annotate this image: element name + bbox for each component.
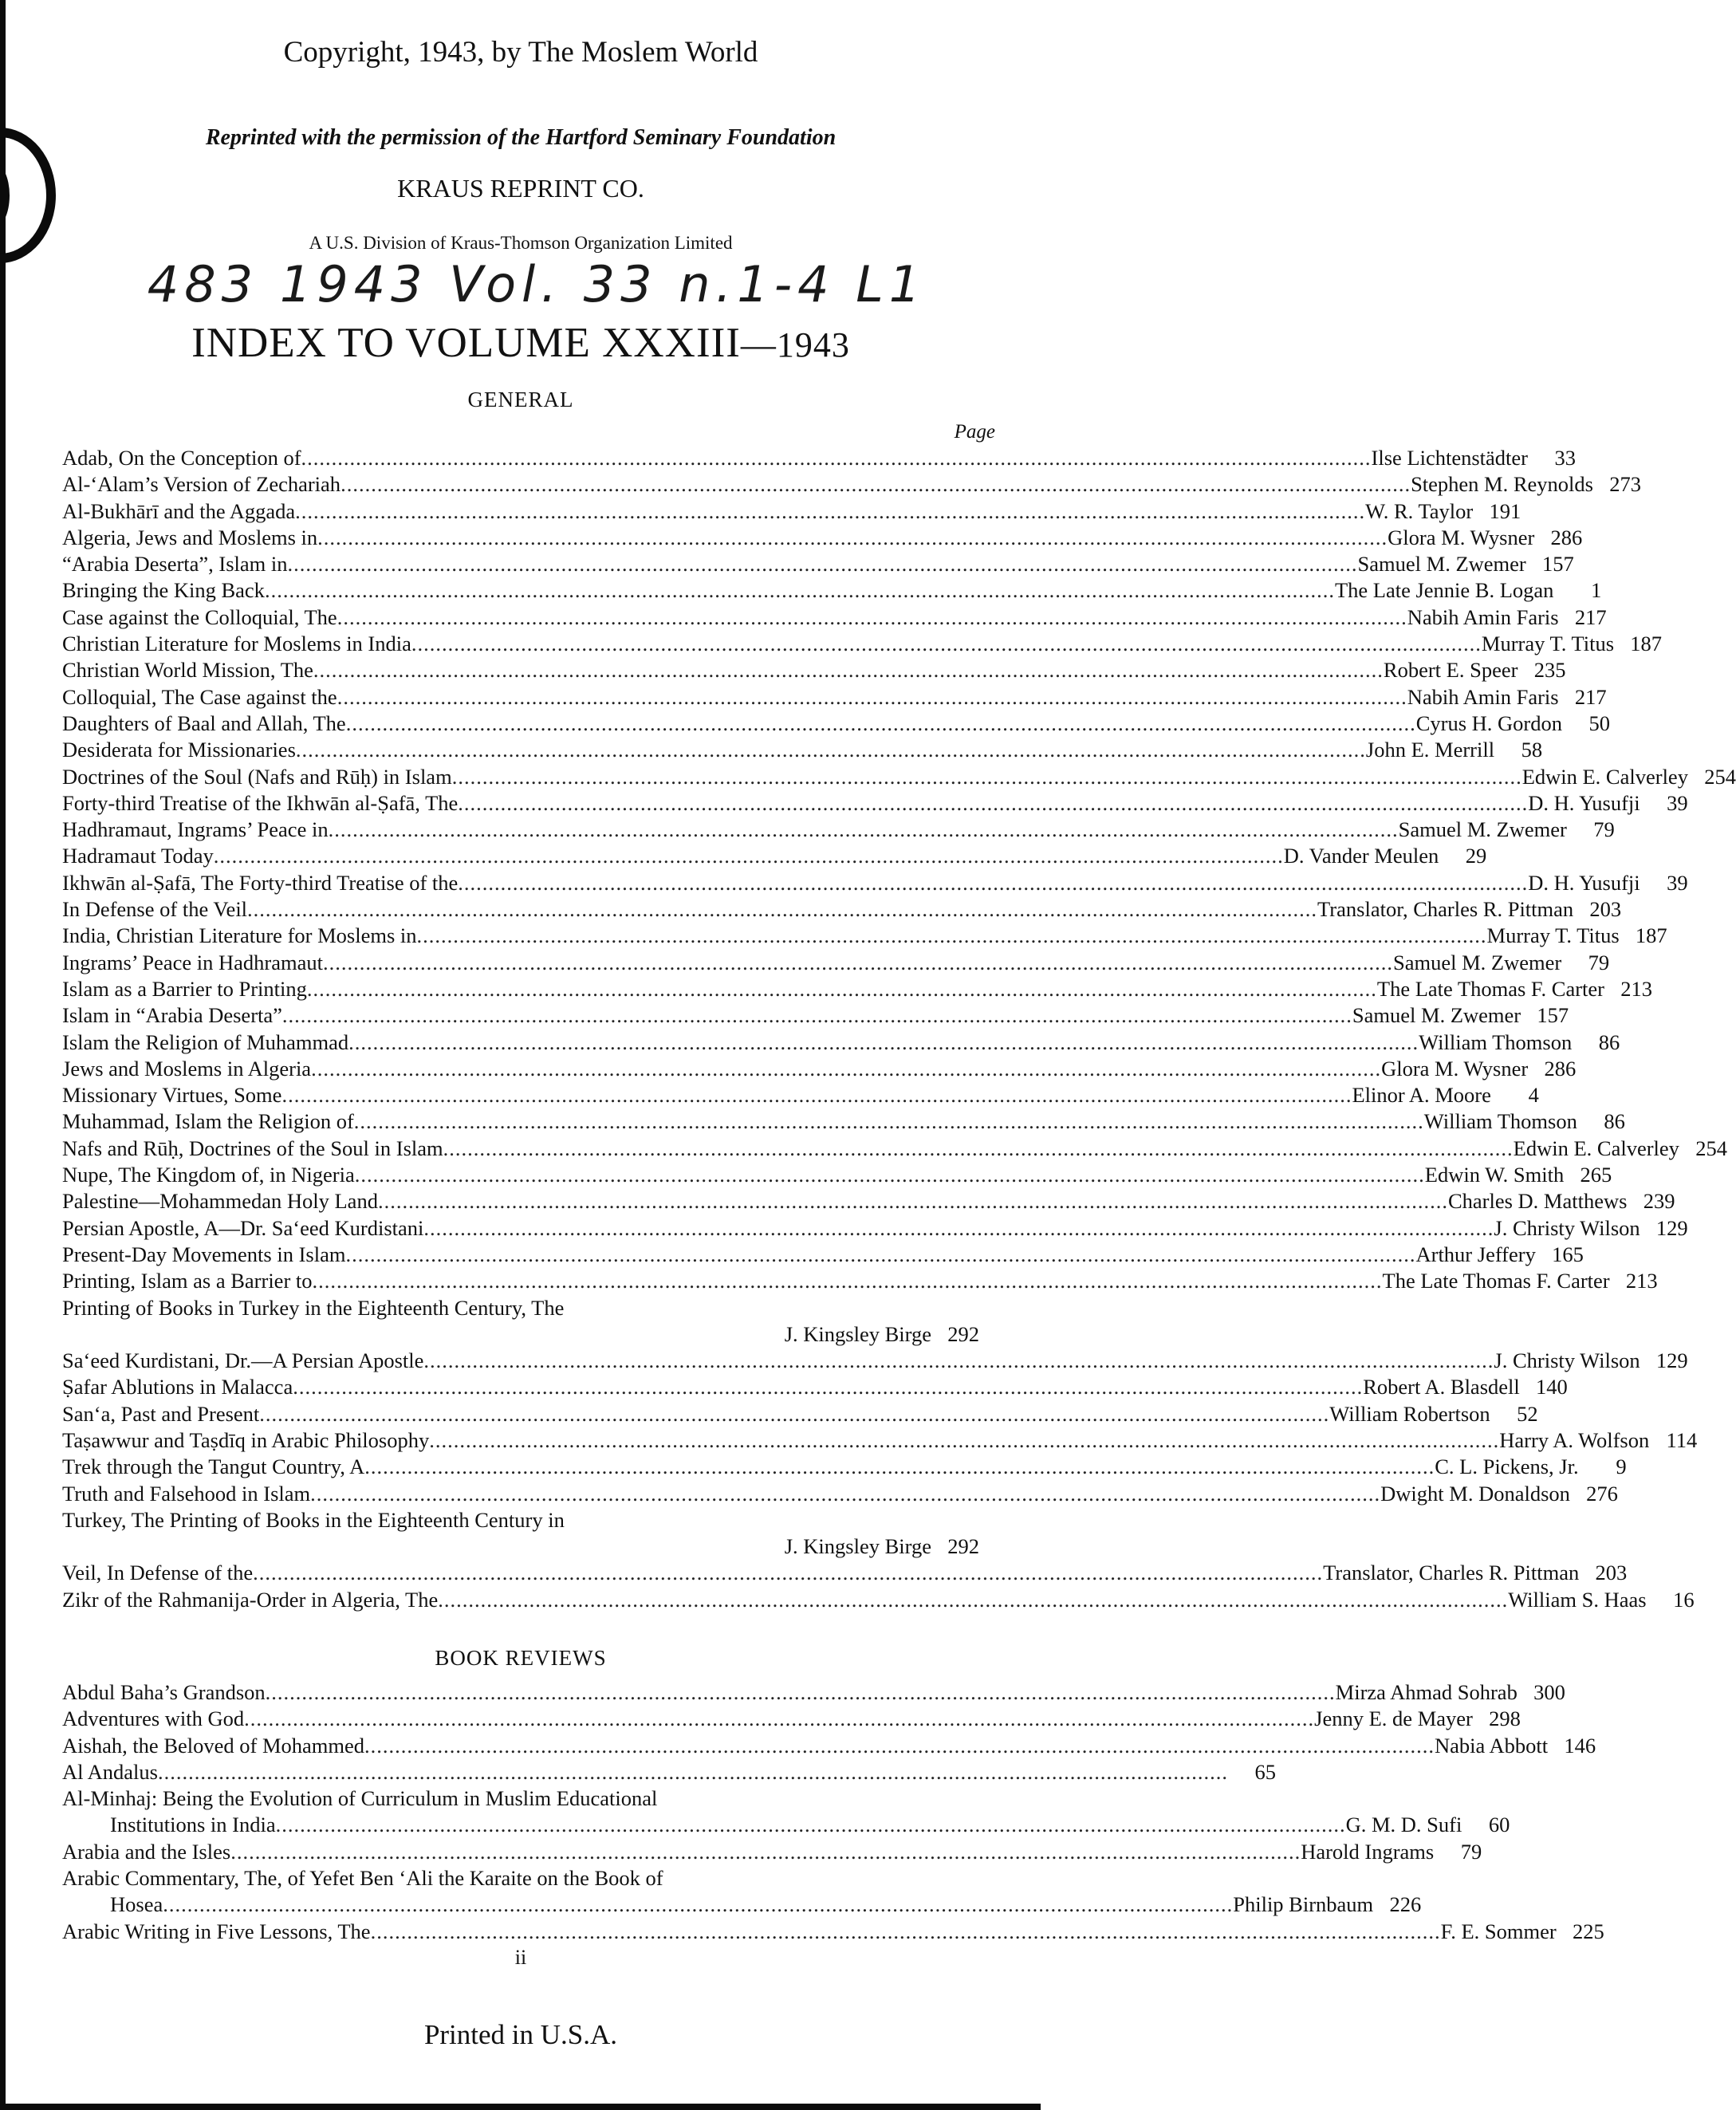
- index-entry-title: Al-‘Alam’s Version of Zechariah: [62, 472, 341, 497]
- leader-dots: [438, 1587, 1508, 1613]
- handwritten-catalog-note: 483 1943 Vol. 33 n.1-4 L1: [147, 255, 927, 313]
- leader-dots: [378, 1188, 1448, 1214]
- index-entry: [62, 604, 1607, 631]
- index-entry-title: Trek through the Tangut Country, A: [62, 1455, 365, 1479]
- index-entry-line: [62, 1812, 1510, 1838]
- index-entry-page: 292: [947, 1534, 979, 1559]
- leader-dots: [158, 1759, 1228, 1785]
- index-entry-title: Abdul Baha’s Grandson: [62, 1680, 266, 1704]
- index-entry-page: 86: [1598, 1029, 1620, 1054]
- index-entry-page: 79: [1593, 817, 1615, 842]
- index-entry-title: Case against the Colloquial, The: [62, 604, 337, 629]
- index-entry-author: Nabih Amin Faris: [1407, 604, 1559, 629]
- index-entry-page: 60: [1488, 1813, 1510, 1837]
- index-entry-title: Arabia and the Isles: [62, 1839, 231, 1864]
- index-entry-page: 16: [1673, 1587, 1695, 1612]
- index-entry: [62, 1242, 1584, 1268]
- index-entry-author: Samuel M. Zwemer: [1392, 950, 1562, 974]
- index-entry: [62, 1268, 1658, 1294]
- index-entry: [62, 1136, 1727, 1162]
- index-entry-title: Jews and Moslems in Algeria: [62, 1056, 312, 1081]
- index-entry: [62, 817, 1615, 843]
- index-entry-title: Al-Minhaj: Being the Evolution of Curriculum in Muslim Educational: [62, 1786, 658, 1811]
- index-entry-author: Robert E. Speer: [1383, 658, 1518, 683]
- index-entry-title-continued: Hosea: [110, 1892, 163, 1917]
- index-entry-title: Al Andalus: [62, 1759, 158, 1784]
- copyright-line: Copyright, 1943, by The Moslem World: [283, 36, 758, 69]
- index-entry: [62, 1481, 1618, 1507]
- index-entry: [62, 1401, 1538, 1427]
- leader-dots: [341, 471, 1411, 498]
- index-entry: [62, 1587, 1695, 1613]
- index-entry: [62, 1733, 1596, 1759]
- index-entry-line: [62, 1295, 979, 1321]
- index-entry-title: Islam as a Barrier to Printing: [62, 976, 307, 1001]
- leader-dots: [429, 1427, 1499, 1454]
- general-heading: GENERAL: [467, 388, 574, 411]
- index-entry: [62, 923, 1667, 949]
- leader-dots: [293, 1374, 1363, 1400]
- index-entry-page: 276: [1586, 1481, 1618, 1506]
- leader-dots: [311, 1056, 1381, 1082]
- index-entry: [62, 870, 1688, 896]
- index-entry-title: Algeria, Jews and Moslems in: [62, 525, 318, 549]
- index-entry-author: William S. Haas: [1508, 1587, 1647, 1612]
- index-entry-title: Nafs and Rūḥ, Doctrines of the Soul in Islam: [62, 1136, 443, 1160]
- index-entry-page: 65: [1254, 1759, 1276, 1784]
- index-entry-page: 213: [1620, 976, 1653, 1001]
- leader-dots: [276, 1812, 1346, 1838]
- index-entry: [62, 631, 1663, 657]
- index-entry-page: 217: [1574, 684, 1607, 709]
- index-entry: [62, 657, 1566, 683]
- index-entry-page: 273: [1609, 472, 1641, 497]
- index-entry-author: The Late Jennie B. Logan: [1334, 578, 1554, 603]
- index-entry: [62, 1839, 1482, 1865]
- index-entry-author: Harry A. Wolfson: [1499, 1427, 1650, 1452]
- index-entry-page: 225: [1572, 1919, 1604, 1943]
- index-entry-page: 79: [1588, 950, 1610, 974]
- leader-dots: [458, 790, 1528, 817]
- index-entry-author: J. Kingsley Birge: [784, 1321, 931, 1346]
- index-entry-page: 157: [1542, 552, 1574, 577]
- index-entry: [62, 1919, 1604, 1945]
- index-entry-author: Edwin W. Smith: [1424, 1163, 1565, 1187]
- index-entry-title: Printing of Books in Turkey in the Eighteenth Century, The: [62, 1295, 565, 1320]
- leader-dots: [310, 1481, 1380, 1507]
- leader-dots: [288, 551, 1358, 577]
- leader-dots: [253, 1560, 1323, 1586]
- index-entry-page: 129: [1655, 1215, 1688, 1240]
- leader-dots: [348, 1029, 1419, 1056]
- index-entry: [62, 1215, 1688, 1242]
- leader-dots: [452, 764, 1522, 790]
- leader-dots: [301, 445, 1372, 471]
- index-entry-page: 33: [1554, 446, 1577, 470]
- index-entry-title: Arabic Writing in Five Lessons, The: [62, 1919, 371, 1943]
- index-entry: [62, 1002, 1569, 1029]
- index-entry-page: 187: [1635, 923, 1667, 948]
- index-entry: [62, 1295, 979, 1348]
- leader-dots: [423, 1348, 1494, 1374]
- index-entry-page: 39: [1667, 870, 1688, 895]
- publisher-name: KRAUS REPRINT CO.: [397, 174, 644, 203]
- index-entry-author: Elinor A. Moore: [1352, 1083, 1491, 1108]
- index-entry-author: Robert A. Blasdell: [1363, 1375, 1520, 1399]
- index-entry: [62, 551, 1574, 577]
- reprint-notice: Reprinted with the permission of the Hartford Seminary Foundation: [205, 125, 837, 150]
- leader-dots: [307, 976, 1377, 1002]
- leader-dots: [443, 1136, 1514, 1162]
- index-entry: [62, 1706, 1521, 1732]
- leader-dots: [244, 1706, 1314, 1732]
- binder-punch-hole: [0, 128, 56, 263]
- index-entry-page: 217: [1574, 604, 1607, 629]
- index-entry-author: Samuel M. Zwemer: [1352, 1003, 1521, 1028]
- leader-dots: [295, 498, 1365, 525]
- index-entry-title: Arabic Commentary, The, of Yefet Ben ‘Ali the Karaite on the Book of: [62, 1866, 663, 1891]
- leader-dots: [345, 1242, 1415, 1268]
- index-entry-title: Persian Apostle, A—Dr. Sa‘eed Kurdistani: [62, 1215, 424, 1240]
- index-entry-author: Samuel M. Zwemer: [1398, 817, 1567, 842]
- index-entry-author: William Thomson: [1423, 1109, 1577, 1134]
- index-entry-author: Charles D. Matthews: [1447, 1189, 1628, 1214]
- index-entry-title: Colloquial, The Case against the: [62, 684, 337, 709]
- index-entry-author: Nabia Abbott: [1435, 1733, 1549, 1758]
- index-entry-line: [62, 1321, 979, 1348]
- index-entry-page: 298: [1489, 1707, 1521, 1731]
- index-entry: [62, 843, 1487, 869]
- leader-dots: [247, 896, 1317, 923]
- leader-dots: [411, 631, 1482, 657]
- index-entry-page: 52: [1517, 1401, 1538, 1426]
- index-entry-page: 286: [1544, 1056, 1577, 1081]
- index-entry-title: Ikhwān al-Ṣafā, The Forty-third Treatise of the: [62, 870, 459, 895]
- index-title-text: INDEX TO VOLUME XXXIII: [191, 320, 741, 366]
- index-entry-page: 140: [1536, 1375, 1568, 1399]
- leader-dots: [313, 657, 1384, 683]
- leader-dots: [214, 843, 1284, 869]
- index-entry-page: 114: [1666, 1427, 1698, 1452]
- index-entry-title: Islam in “Arabia Deserta”: [62, 1003, 282, 1028]
- leader-dots: [329, 817, 1399, 843]
- index-entry-title: Nupe, The Kingdom of, in Nigeria: [62, 1163, 355, 1187]
- index-entry: [62, 445, 1577, 471]
- index-entry-author: G. M. D. Sufi: [1345, 1813, 1462, 1837]
- index-entry-page: 9: [1616, 1455, 1627, 1479]
- general-index-list: [62, 445, 1736, 1613]
- index-entry-line: [62, 1533, 979, 1560]
- index-entry-title: Adventures with God: [62, 1707, 245, 1731]
- index-entry-author: Mirza Ahmad Sohrab: [1335, 1680, 1518, 1704]
- publisher-division: A U.S. Division of Kraus-Thomson Organization Limited: [309, 233, 733, 253]
- index-entry-author: C. L. Pickens, Jr.: [1435, 1455, 1579, 1479]
- index-entry-author: D. H. Yusufji: [1528, 870, 1640, 895]
- leader-dots: [371, 1919, 1441, 1945]
- index-entry: [62, 577, 1602, 604]
- index-entry: [62, 1348, 1688, 1374]
- index-entry-page: 265: [1580, 1163, 1612, 1187]
- index-entry: [62, 1560, 1628, 1586]
- index-entry-author: Arthur Jeffery: [1415, 1242, 1536, 1266]
- leader-dots: [266, 1679, 1336, 1706]
- leader-dots: [337, 604, 1407, 631]
- scan-left-edge: [0, 0, 6, 2110]
- page-number: ii: [514, 1946, 527, 1969]
- leader-dots: [259, 1401, 1329, 1427]
- index-entry-author: Murray T. Titus: [1486, 923, 1620, 948]
- index-entry-page: 79: [1460, 1839, 1482, 1864]
- index-entry-author: Samuel M. Zwemer: [1357, 552, 1526, 577]
- index-title-year: —1943: [740, 325, 850, 364]
- leader-dots: [230, 1839, 1301, 1865]
- index-entry-page: 58: [1521, 738, 1543, 762]
- index-entry-page: 226: [1389, 1892, 1422, 1917]
- index-entry-page: 1: [1591, 578, 1602, 603]
- index-entry-author: William Robertson: [1329, 1401, 1490, 1426]
- index-entry-author: Jenny E. de Mayer: [1314, 1707, 1473, 1731]
- index-entry: [62, 976, 1653, 1002]
- index-entry-author: J. Christy Wilson: [1494, 1348, 1640, 1373]
- index-entry-author: Harold Ingrams: [1301, 1839, 1435, 1864]
- index-entry-title: Muhammad, Islam the Religion of: [62, 1109, 354, 1134]
- leader-dots: [323, 950, 1393, 976]
- index-entry: [62, 1374, 1568, 1400]
- leader-dots: [313, 1268, 1383, 1294]
- index-title: [62, 319, 979, 367]
- index-entry-author: The Late Thomas F. Carter: [1376, 976, 1605, 1001]
- index-entry-title: Truth and Falsehood in Islam: [62, 1481, 311, 1506]
- index-entry: [62, 790, 1688, 817]
- index-entry-author: D. Vander Meulen: [1283, 844, 1439, 868]
- index-entry-title: Zikr of the Rahmanija-Order in Algeria, The: [62, 1587, 439, 1612]
- index-entry-title: Ingrams’ Peace in Hadhramaut: [62, 950, 323, 974]
- index-entry-author: William Thomson: [1419, 1029, 1573, 1054]
- index-entry-author: Edwin E. Calverley: [1513, 1136, 1679, 1160]
- index-entry-author: J. Kingsley Birge: [784, 1534, 931, 1559]
- book-reviews-list: [62, 1679, 1604, 1945]
- index-entry-title: India, Christian Literature for Moslems in: [62, 923, 417, 948]
- index-entry: [62, 498, 1521, 525]
- index-entry-title: Aishah, the Beloved of Mohammed: [62, 1733, 365, 1758]
- index-entry-title: Christian World Mission, The: [62, 658, 313, 683]
- index-entry-page: 157: [1537, 1003, 1569, 1028]
- index-entry-page: 191: [1489, 498, 1521, 523]
- leader-dots: [282, 1002, 1352, 1029]
- index-entry-author: W. R. Taylor: [1365, 498, 1474, 523]
- leader-dots: [458, 870, 1528, 896]
- index-entry-author: Translator, Charles R. Pittman: [1317, 897, 1574, 922]
- index-entry: [62, 1454, 1627, 1480]
- index-entry-author: Cyrus H. Gordon: [1415, 711, 1562, 735]
- index-entry-title: Missionary Virtues, Some: [62, 1083, 282, 1108]
- index-entry-title: Bringing the King Back: [62, 578, 265, 603]
- index-entry-author: Edwin E. Calverley: [1521, 764, 1688, 789]
- index-entry-author: F. E. Sommer: [1440, 1919, 1557, 1943]
- index-entry: [62, 471, 1641, 498]
- index-entry-line: [62, 1892, 1422, 1918]
- index-entry: [62, 711, 1610, 737]
- leader-dots: [337, 684, 1407, 711]
- index-entry-page: 146: [1564, 1733, 1596, 1758]
- index-entry-author: Murray T. Titus: [1481, 632, 1615, 656]
- index-entry-author: John E. Merrill: [1365, 738, 1495, 762]
- index-entry-title: In Defense of the Veil: [62, 897, 248, 922]
- index-entry: [62, 737, 1543, 763]
- book-reviews-heading: BOOK REVIEWS: [435, 1646, 607, 1670]
- index-entry-line: [62, 1507, 979, 1533]
- index-entry-page: 254: [1695, 1136, 1727, 1160]
- index-entry-title: Sa‘eed Kurdistani, Dr.—A Persian Apostle: [62, 1348, 424, 1373]
- page-column-label: Page: [954, 421, 995, 443]
- index-entry: [62, 1679, 1565, 1706]
- index-entry-author: J. Christy Wilson: [1494, 1215, 1640, 1240]
- index-entry-page: 86: [1604, 1109, 1625, 1134]
- index-entry-title: Daughters of Baal and Allah, The: [62, 711, 346, 735]
- index-entry-author: The Late Thomas F. Carter: [1382, 1269, 1610, 1293]
- index-entry: [62, 525, 1583, 551]
- index-entry-page: 286: [1550, 525, 1583, 549]
- leader-dots: [354, 1108, 1424, 1135]
- index-entry: [62, 896, 1622, 923]
- index-entry: [62, 1056, 1577, 1082]
- index-entry-page: 165: [1552, 1242, 1584, 1266]
- leader-dots: [417, 923, 1487, 949]
- leader-dots: [317, 525, 1388, 551]
- index-entry-title: Islam the Religion of Muhammad: [62, 1029, 349, 1054]
- index-entry-author: Glora M. Wysner: [1381, 1056, 1529, 1081]
- index-entry-title: Palestine—Mohammedan Holy Land: [62, 1189, 378, 1214]
- index-entry-page: 203: [1589, 897, 1622, 922]
- scan-bottom-edge: [0, 2104, 1041, 2110]
- index-entry-title: Turkey, The Printing of Books in the Eighteenth Century in: [62, 1507, 565, 1532]
- index-entry-page: 4: [1528, 1083, 1539, 1108]
- index-entry-line: [62, 1785, 979, 1812]
- leader-dots: [281, 1082, 1352, 1108]
- index-entry: [62, 1785, 1510, 1839]
- index-entry-page: 213: [1625, 1269, 1658, 1293]
- index-entry: [62, 1082, 1539, 1108]
- index-entry: [62, 1507, 979, 1561]
- leader-dots: [364, 1454, 1435, 1480]
- index-entry-title: Veil, In Defense of the: [62, 1561, 254, 1585]
- index-entry-title: Al-Bukhārī and the Aggada: [62, 498, 296, 523]
- index-entry-title: Present-Day Movements in Islam: [62, 1242, 346, 1266]
- index-entry-title: Printing, Islam as a Barrier to: [62, 1269, 313, 1293]
- leader-dots: [163, 1892, 1233, 1918]
- index-entry-author: Dwight M. Donaldson: [1380, 1481, 1570, 1506]
- index-entry-page: 239: [1643, 1189, 1675, 1214]
- index-entry-title: Taṣawwur and Taṣdīq in Arabic Philosophy: [62, 1427, 430, 1452]
- index-entry-line: [62, 1865, 979, 1892]
- leader-dots: [364, 1733, 1435, 1759]
- index-entry-title: Ṣafar Ablutions in Malacca: [62, 1375, 293, 1399]
- index-entry-title: Forty-third Treatise of the Ikhwān al-Ṣafā, The: [62, 790, 459, 815]
- index-entry-title: Christian Literature for Moslems in India: [62, 632, 411, 656]
- index-entry-page: 29: [1465, 844, 1487, 868]
- index-entry-author: Nabih Amin Faris: [1407, 684, 1559, 709]
- index-entry-title: “Arabia Deserta”, Islam in: [62, 552, 288, 577]
- index-entry: [62, 1108, 1625, 1135]
- index-entry: [62, 1162, 1612, 1188]
- leader-dots: [296, 737, 1366, 763]
- index-entry-title: San‘a, Past and Present: [62, 1401, 260, 1426]
- index-entry-author: Ilse Lichtenstädter: [1371, 446, 1529, 470]
- index-entry-title: Hadhramaut, Ingrams’ Peace in: [62, 817, 329, 842]
- index-entry-page: 235: [1533, 658, 1566, 683]
- index-entry-author: Glora M. Wysner: [1388, 525, 1535, 549]
- leader-dots: [355, 1162, 1425, 1188]
- index-entry: [62, 1427, 1698, 1454]
- index-entry: [62, 1188, 1675, 1214]
- index-entry: [62, 684, 1607, 711]
- printed-in-usa: Printed in U.S.A.: [423, 2019, 618, 2050]
- index-entry: [62, 1759, 1276, 1785]
- index-entry: [62, 1029, 1620, 1056]
- index-entry-page: 129: [1655, 1348, 1688, 1373]
- index-entry-author: D. H. Yusufji: [1528, 790, 1640, 815]
- index-entry-page: 300: [1533, 1680, 1565, 1704]
- index-entry-title-continued: Institutions in India: [110, 1813, 276, 1837]
- index-entry: [62, 764, 1736, 790]
- index-entry-author: Stephen M. Reynolds: [1411, 472, 1593, 497]
- index-entry-author: Philip Birnbaum: [1233, 1892, 1374, 1917]
- index-entry-page: 254: [1704, 764, 1736, 789]
- index-entry-title: Adab, On the Conception of: [62, 446, 301, 470]
- leader-dots: [423, 1215, 1494, 1242]
- index-entry: [62, 950, 1610, 976]
- index-entry-page: 203: [1595, 1561, 1628, 1585]
- index-entry-title: Hadramaut Today: [62, 844, 214, 868]
- leader-dots: [265, 577, 1335, 604]
- index-entry-page: 292: [947, 1321, 979, 1346]
- index-entry-page: 187: [1630, 632, 1663, 656]
- index-entry-title: Desiderata for Missionaries: [62, 738, 296, 762]
- index-entry-page: 50: [1588, 711, 1610, 735]
- index-entry-author: Translator, Charles R. Pittman: [1323, 1561, 1580, 1585]
- index-entry: [62, 1865, 1422, 1919]
- index-entry-page: 39: [1667, 790, 1688, 815]
- leader-dots: [346, 711, 1416, 737]
- index-entry-title: Doctrines of the Soul (Nafs and Rūḥ) in Islam: [62, 764, 452, 789]
